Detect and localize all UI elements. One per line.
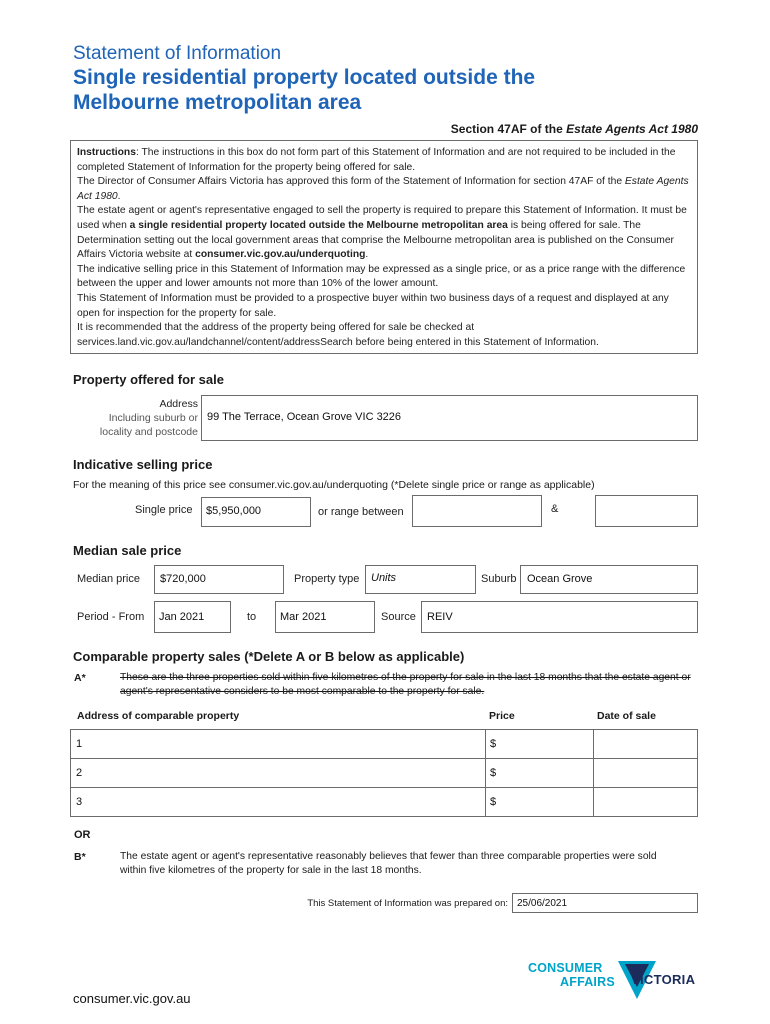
instructions-para-4: The indicative selling price in this Statement of Information may be expressed as a single price, or as a price range with the difference between the upper and lower amounts not more than 10% of the lower amount. bbox=[77, 263, 686, 290]
address-label-line1: Address bbox=[159, 398, 198, 410]
period-from-label: Period - From bbox=[77, 611, 145, 623]
prepared-date-field[interactable] bbox=[512, 893, 698, 913]
row-price: $ bbox=[490, 796, 497, 808]
single-price-value: $5,950,000 bbox=[206, 505, 262, 517]
table-row[interactable] bbox=[70, 758, 698, 788]
single-price-field[interactable] bbox=[201, 497, 311, 527]
form-title-line2: Melbourne metropolitan area bbox=[73, 91, 362, 114]
address-label-line3: locality and postcode bbox=[99, 426, 198, 438]
instructions-para-5: This Statement of Information must be provided to a prospective buyer within two business days of a request and displayed at any open for inspection for the property for sale. bbox=[77, 292, 669, 319]
row-number: 3 bbox=[76, 796, 83, 808]
option-a-label: A* bbox=[74, 672, 86, 684]
col-header-address: Address of comparable property bbox=[77, 710, 240, 722]
period-from-value: Jan 2021 bbox=[159, 611, 205, 623]
row-price: $ bbox=[490, 738, 497, 750]
footer-url[interactable]: consumer.vic.gov.au bbox=[73, 991, 191, 1006]
instructions-para-2: The Director of Consumer Affairs Victoria has approved this form of the Statement of Information for section 47AF of the Estate Agents Act 1980. bbox=[77, 176, 689, 202]
range-label: or range between bbox=[318, 506, 404, 518]
option-a-text: These are the three properties sold within five kilometres of the property for sale in the last 18 months that the estate agent or agent's representative considers to be most comparable to the property for sale. bbox=[120, 672, 691, 697]
selling-price-heading: Indicative selling price bbox=[73, 457, 213, 472]
option-b-text: The estate agent or agent's representative reasonably believes that fewer than three comparable properties were sold within five kilometres of the property for sale in the last 18 months. bbox=[120, 851, 657, 876]
col-header-price: Price bbox=[489, 710, 515, 722]
instructions-para-6: It is recommended that the address of the property being offered for sale be checked at services.land.vic.gov.au/landchannel/content/addressSearch before being entered in this Statement of Information. bbox=[77, 322, 599, 348]
property-type-value: Units bbox=[371, 572, 397, 584]
period-to-value: Mar 2021 bbox=[280, 611, 327, 623]
period-from-field[interactable] bbox=[154, 601, 231, 633]
row-number: 2 bbox=[76, 767, 83, 779]
prepared-label: This Statement of Information was prepared on: bbox=[307, 898, 508, 909]
period-to-field[interactable] bbox=[275, 601, 375, 633]
median-heading: Median sale price bbox=[73, 543, 182, 558]
range-and-symbol: & bbox=[551, 503, 559, 515]
median-price-value: $720,000 bbox=[160, 573, 206, 585]
address-field[interactable] bbox=[201, 395, 698, 441]
address-label-line2: Including suburb or bbox=[108, 412, 198, 424]
logo-victoria-text: VICTORIA bbox=[631, 972, 696, 987]
prepared-date-value: 25/06/2021 bbox=[517, 898, 568, 909]
or-label: OR bbox=[74, 829, 91, 841]
suburb-field[interactable] bbox=[520, 565, 698, 594]
single-price-label: Single price bbox=[135, 504, 193, 516]
logo-affairs-text: AFFAIRS bbox=[560, 975, 615, 989]
logo-consumer-text: CONSUMER bbox=[528, 961, 603, 975]
address-value: 99 The Terrace, Ocean Grove VIC 3226 bbox=[207, 411, 402, 423]
instructions-box bbox=[70, 140, 698, 354]
address-label bbox=[70, 397, 198, 439]
row-number: 1 bbox=[76, 738, 83, 750]
period-to-label: to bbox=[247, 611, 257, 623]
property-type-field[interactable] bbox=[365, 565, 476, 594]
instructions-para-3: The estate agent or agent's representative engaged to sell the property is required to prepare this Statement of Information. It must be used when a single residential property located outside the Melbourne metropolitan area is being offered for sale. The Determination setting out the local government areas that comprise the Melbourne metropolitan area is published on the Consumer Affairs Victoria website at consumer.vic.gov.au/underquoting. bbox=[77, 205, 687, 261]
property-type-label: Property type bbox=[294, 573, 360, 585]
section-reference: Section 47AF of the Estate Agents Act 1980 bbox=[450, 122, 698, 136]
selling-price-note: For the meaning of this price see consumer.vic.gov.au/underquoting (*Delete single price or range as applicable) bbox=[73, 479, 595, 491]
range-low-field[interactable] bbox=[412, 495, 542, 527]
col-header-date: Date of sale bbox=[597, 710, 656, 722]
table-row[interactable] bbox=[70, 787, 698, 817]
instructions-para-1: Instructions: The instructions in this box do not form part of this Statement of Information and are not required to be included in the completed Statement of Information for the property being offered for sale. bbox=[77, 147, 676, 173]
median-price-field[interactable] bbox=[154, 565, 284, 594]
median-price-label: Median price bbox=[77, 573, 140, 585]
comparable-heading: Comparable property sales (*Delete A or B below as applicable) bbox=[73, 649, 465, 664]
row-price: $ bbox=[490, 767, 497, 779]
table-row[interactable] bbox=[70, 729, 698, 759]
source-label: Source bbox=[381, 611, 416, 623]
suburb-label: Suburb bbox=[481, 573, 517, 585]
suburb-value: Ocean Grove bbox=[527, 573, 593, 585]
consumer-affairs-victoria-logo bbox=[528, 958, 703, 1004]
form-kicker: Statement of Information bbox=[73, 43, 282, 64]
option-b-label: B* bbox=[74, 851, 86, 863]
source-value: REIV bbox=[427, 611, 453, 623]
property-heading: Property offered for sale bbox=[73, 372, 224, 387]
source-field[interactable] bbox=[421, 601, 698, 633]
form-title-line1: Single residential property located outside the bbox=[73, 66, 536, 89]
range-high-field[interactable] bbox=[595, 495, 698, 527]
